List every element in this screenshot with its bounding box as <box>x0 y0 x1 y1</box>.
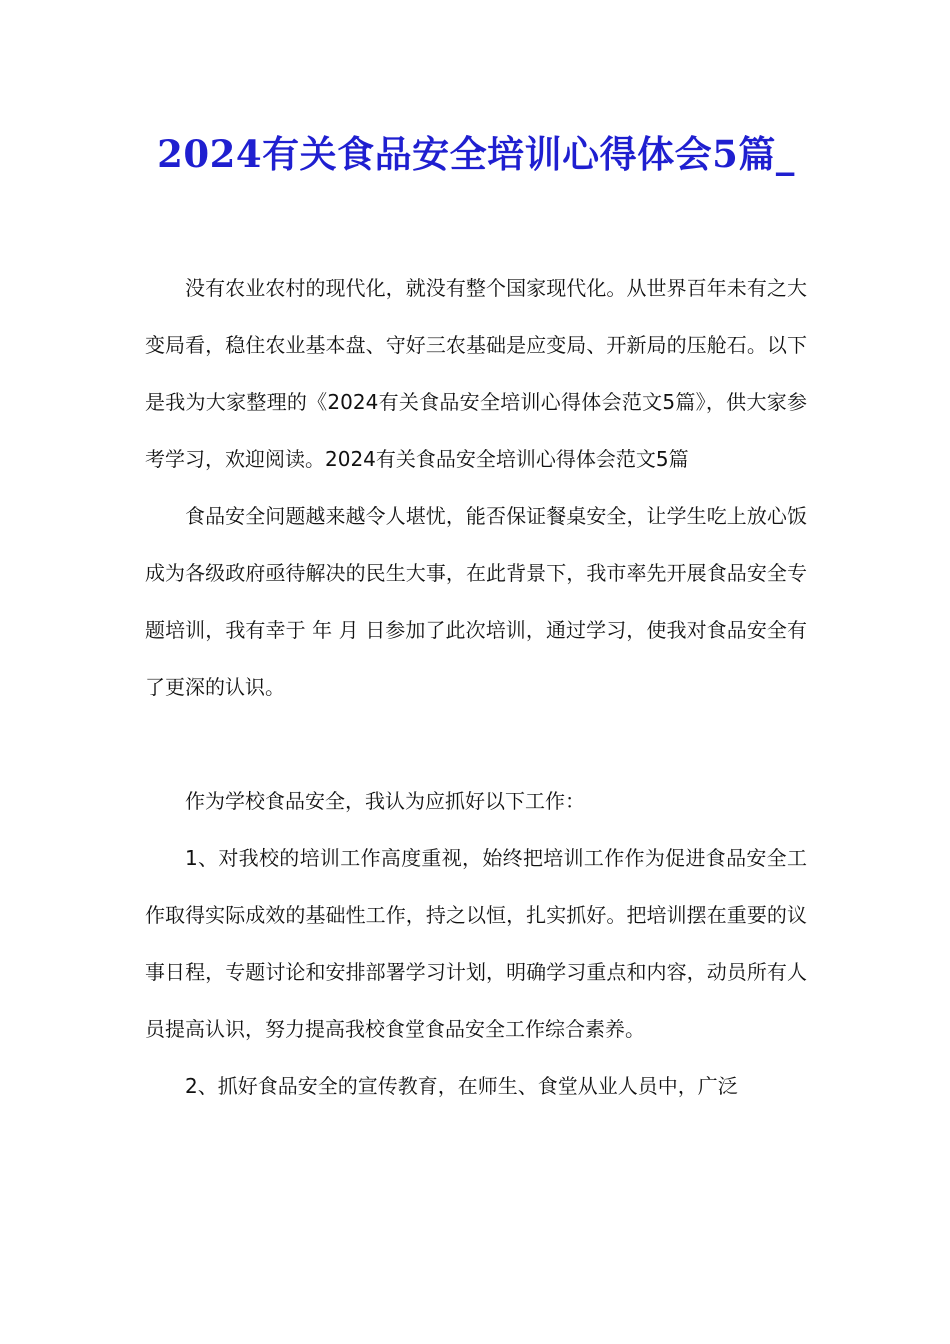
paragraph-intro: 没有农业农村的现代化，就没有整个国家现代化。从世界百年未有之大变局看，稳住农业基本盘、守好三农基础是应变局、开新局的压舱石。以下是我为大家整理的《2024有关食品安全培训心得体会范文5篇》，供大家参考学习，欢迎阅读。2024有关食品安全培训心得体会范文5篇 <box>145 276 807 471</box>
paragraph-spacer <box>145 716 807 773</box>
paragraph-training: 食品安全问题越来越令人堪忧，能否保证餐桌安全，让学生吃上放心饭成为各级政府亟待解决的民生大事，在此背景下，我市率先开展食品安全专题培训，我有幸于 年 月 日参加了此次培训，通过学习，使我对食品安全有了更深的认识。 <box>145 504 807 699</box>
paragraph-point-2: 2、抓好食品安全的宣传教育，在师生、食堂从业人员中，广泛 <box>185 1074 738 1098</box>
paragraph-work-intro: 作为学校食品安全，我认为应抓好以下工作： <box>185 789 585 813</box>
document-body <box>145 260 807 1115</box>
document-title: 2024有关食品安全培训心得体会5篇_ <box>157 132 795 176</box>
paragraph-point-1: 1、对我校的培训工作高度重视，始终把培训工作作为促进食品安全工作取得实际成效的基础性工作，持之以恒，扎实抓好。把培训摆在重要的议事日程，专题讨论和安排部署学习计划，明确学习重点和内容，动员所有人员提高认识，努力提高我校食堂食品安全工作综合素养。 <box>145 846 807 1041</box>
